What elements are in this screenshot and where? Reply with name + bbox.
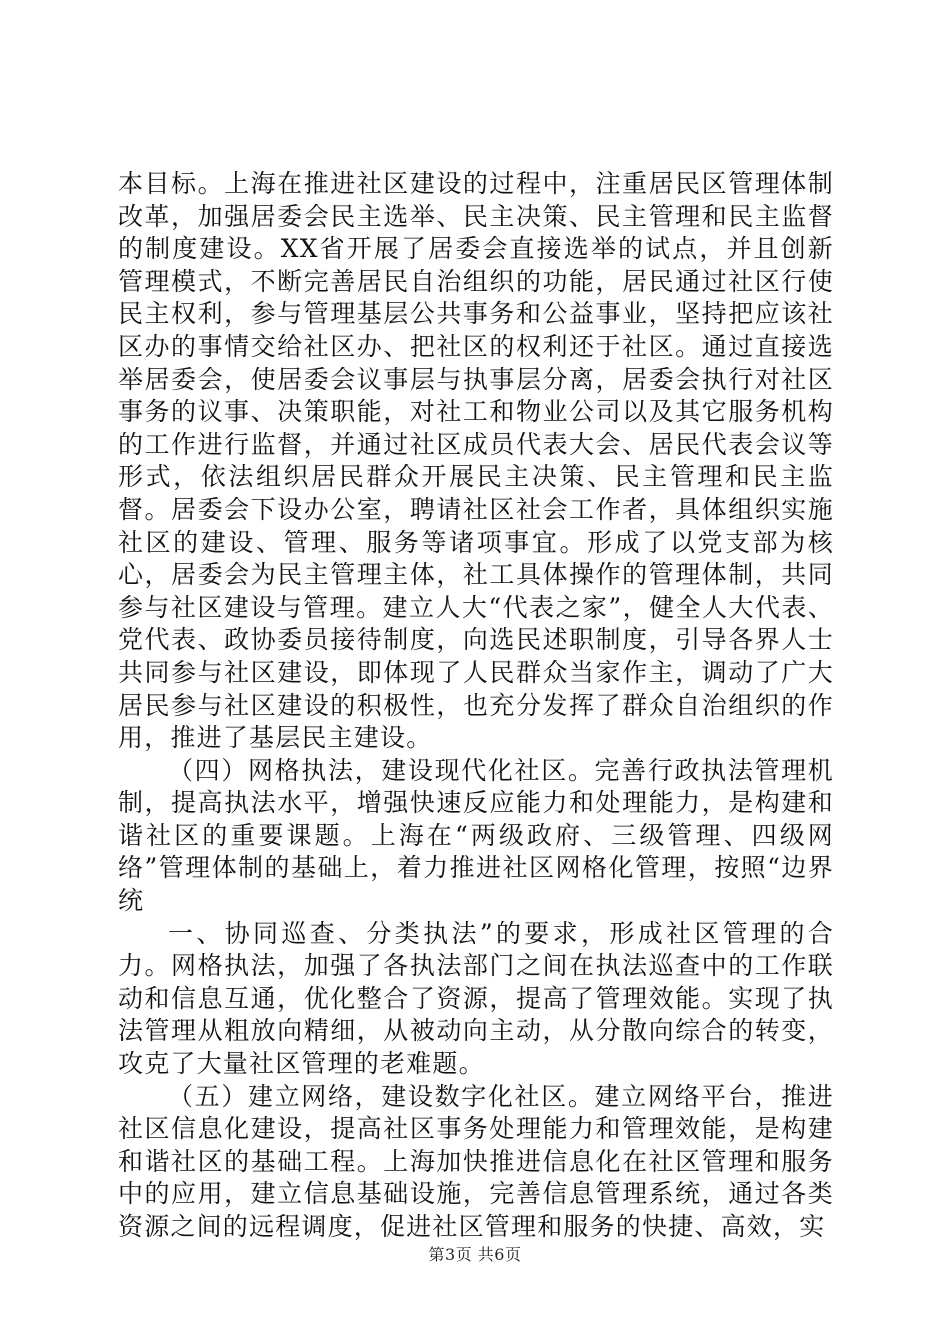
paragraph-2: （四）网格执法，建设现代化社区。完善行政执法管理机制，提高执法水平，增强快速反应能力和处理能力，是构建和谐社区的重要课题。上海在“两级政府、三级管理、四级网络”管理体制的基础上，着力推进社区网格化管理，按照“边界统	[118, 755, 834, 916]
paragraph-1: 本目标。上海在推进社区建设的过程中，注重居民区管理体制改革，加强居委会民主选举、民主决策、民主管理和民主监督的制度建设。XX省开展了居委会直接选举的试点，并且创新管理模式，不断完善居民自治组织的功能，居民通过社区行使民主权利，参与管理基层公共事务和公益事业，坚持把应该社区办的事情交给社区办、把社区的权利还于社区。通过直接选举居委会，使居委会议事层与执事层分离，居委会执行对社区事务的议事、决策职能，对社工和物业公司以及其它服务机构的工作进行监督，并通过社区成员代表大会、居民代表会议等形式，依法组织居民群众开展民主决策、民主管理和民主监督。居委会下设办公室，聘请社区社会工作者，具体组织实施社区的建设、管理、服务等诸项事宜。形成了以党支部为核心，居委会为民主管理主体，社工具体操作的管理体制，共同参与社区建设与管理。建立人大“代表之家”，健全人大代表、党代表、政协委员接待制度，向选民述职制度，引导各界人士共同参与社区建设，即体现了人民群众当家作主，调动了广大居民参与社区建设的积极性，也充分发挥了群众自治组织的作用，推进了基层民主建设。	[118, 169, 834, 753]
page-number-footer: 第3页 共6页	[428, 1245, 522, 1264]
paragraph-3: 一、协同巡查、分类执法”的要求，形成社区管理的合力。网格执法，加强了各执法部门之间在执法巡查中的工作联动和信息互通，优化整合了资源，提高了管理效能。实现了执法管理从粗放向精细，从被动向主动，从分散向综合的转变，攻克了大量社区管理的老难题。	[118, 918, 834, 1079]
paragraph-4: （五）建立网络，建设数字化社区。建立网络平台，推进社区信息化建设，提高社区事务处理能力和管理效能，是构建和谐社区的基础工程。上海加快推进信息化在社区管理和服务中的应用，建立信息基础设施，完善信息管理系统，通过各类资源之间的远程调度，促进社区管理和服务的快捷、高效，实	[118, 1081, 834, 1241]
document-body	[118, 168, 834, 1244]
